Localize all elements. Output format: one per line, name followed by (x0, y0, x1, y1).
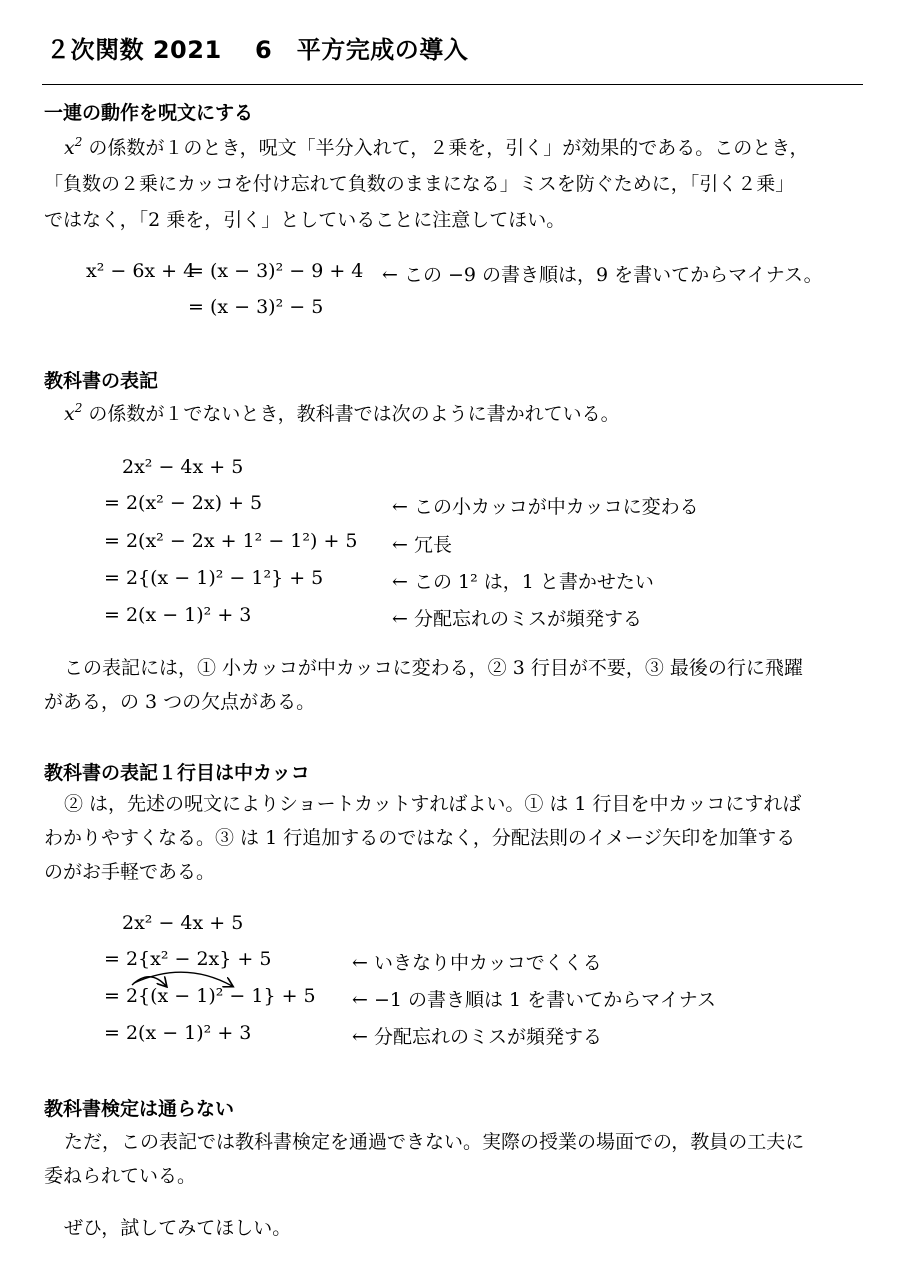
paragraph-line: 委ねられている。 (44, 1165, 197, 1187)
equation-note: ← この −9 の書き順は，9 を書いてからマイナス。 (382, 264, 823, 286)
section-heading-brace: 教科書の表記１行目は中カッコ (44, 762, 310, 784)
derivation-line: = 2{(x − 1)² − 1} + 5 (104, 985, 316, 1007)
section-heading-textbook: 教科書の表記 (44, 370, 159, 392)
section-heading-spell: 一連の動作を呪文にする (44, 102, 254, 124)
derivation-line: 2x² − 4x + 5 (122, 456, 244, 478)
derivation-note: ← この小カッコが中カッコに変わる (392, 496, 699, 518)
paragraph-line: ただ，この表記では教科書検定を通過できない。実際の授業の場面での，教員の工夫に (64, 1131, 805, 1153)
derivation-line: = 2{(x − 1)² − 1²} + 5 (104, 567, 324, 589)
distribution-arrow-right (134, 972, 232, 986)
derivation-note: ← −1 の書き順は 1 を書いてからマイナス (352, 989, 717, 1011)
x-squared-term: $x^2$ (64, 401, 83, 425)
derivation-line: = 2(x − 1)² + 3 (104, 604, 252, 626)
paragraph-line: この表記には，① 小カッコが中カッコに変わる，② 3 行目が不要，③ 最後の行に飛躍 (64, 657, 803, 679)
closing-line: ぜひ，試してみてほしい。 (64, 1217, 292, 1239)
paragraph-line: 「負数の２乗にカッコを付け忘れて負数のままになる」ミスを防ぐために，「引く２乗」 (44, 173, 795, 195)
derivation-note: ← この 1² は，1 と書かせたい (392, 571, 654, 593)
equation-lhs: x² − 6x + 4 (86, 260, 196, 282)
derivation-line: = 2(x² − 2x) + 5 (104, 492, 263, 514)
paragraph-line: $x^2$ の係数が１でないとき，教科書では次のように書かれている。 (64, 401, 620, 425)
paragraph-line: がある，の 3 つの欠点がある。 (44, 691, 316, 713)
title-divider (42, 84, 863, 85)
derivation-line: = 2{x² − 2x} + 5 (104, 948, 272, 970)
paragraph-line: ではなく，「2 乗を，引く」としていることに注意してほい。 (44, 209, 566, 231)
paragraph-line: のがお手軽である。 (44, 861, 216, 883)
derivation-line: = 2(x² − 2x + 1² − 1²) + 5 (104, 530, 358, 552)
derivation-note: ← 冗長 (392, 534, 452, 556)
paragraph-line: $x^2$ の係数が１のとき，呪文「半分入れて，２乗を，引く」が効果的である。このとき， (64, 135, 809, 159)
section-heading-approval: 教科書検定は通らない (44, 1098, 235, 1120)
derivation-note: ← 分配忘れのミスが頻発する (392, 608, 642, 630)
derivation-line: 2x² − 4x + 5 (122, 912, 244, 934)
derivation-note: ← いきなり中カッコでくくる (352, 952, 602, 974)
page-title: ２次関数 2021 6 平方完成の導入 (46, 36, 469, 64)
derivation-note: ← 分配忘れのミスが頻発する (352, 1026, 602, 1048)
paragraph-line: わかりやすくなる。③ は 1 行追加するのではなく，分配法則のイメージ矢印を加筆する (44, 827, 796, 849)
paragraph-line: ② は，先述の呪文によりショートカットすればよい。① は 1 行目を中カッコにすれば (64, 793, 802, 815)
derivation-line: = 2(x − 1)² + 3 (104, 1022, 252, 1044)
equation-rhs: = (x − 3)² − 9 + 4 (188, 260, 364, 282)
equation-rhs: = (x − 3)² − 5 (188, 296, 324, 318)
x-squared-term: $x^2$ (64, 135, 83, 159)
